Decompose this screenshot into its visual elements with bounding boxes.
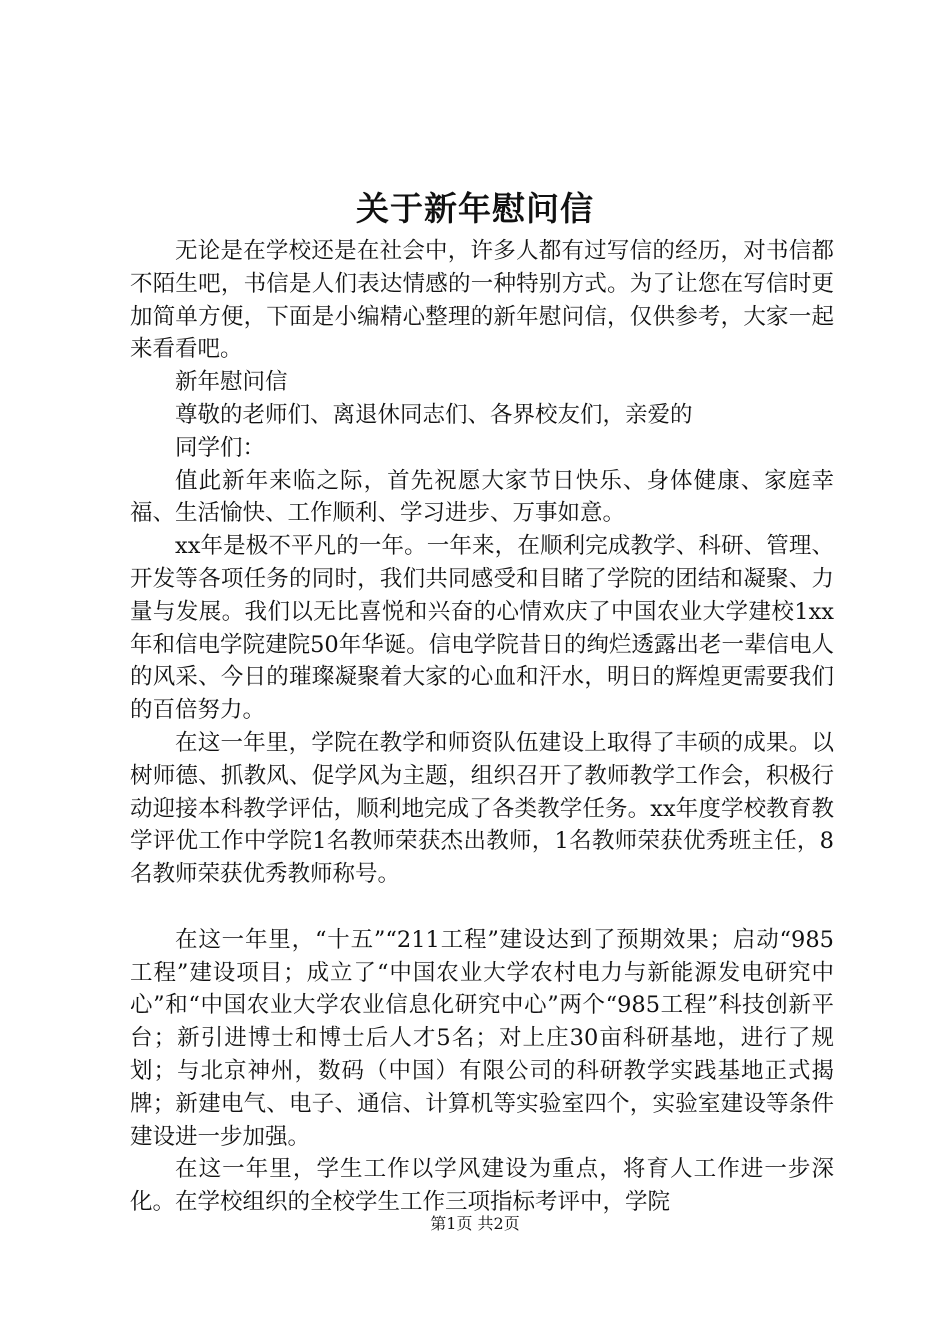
greeting-paragraph: 值此新年来临之际，首先祝愿大家节日快乐、身体健康、家庭幸福、生活愉快、工作顺利、学习进步、万事如意。	[130, 467, 834, 527]
salutation-continuation: 同学们：	[175, 434, 266, 461]
project-construction-paragraph: 在这一年里，“十五”“211工程”建设达到了预期效果；启动“985工程”建设项目；成立了“中国农业大学农村电力与新能源发电研究中心”和“中国农业大学农业信息化研究中心”两个“985工程”科技创新平台；新引进博士和博士后人才5名；对上庄30亩科研基地，进行了规划；与北京神州，数码（中国）有限公司的科研教学实践基地正式揭牌；新建电气、电子、通信、计算机等实验室四个，实验室建设等条件建设进一步加强。	[130, 926, 834, 1150]
document-body	[130, 235, 834, 1219]
year-review-paragraph: xx年是极不平凡的一年。一年来，在顺利完成教学、科研、管理、开发等各项任务的同时，我们共同感受和目睹了学院的团结和凝聚、力量与发展。我们以无比喜悦和兴奋的心情欢庆了中国农业大学建校1xx年和信电学院建院50年华诞。信电学院昔日的绚烂透露出老一辈信电人的风采、今日的璀璨凝聚着大家的心血和汗水，明日的辉煌更需要我们的百倍努力。	[130, 533, 834, 724]
document-title: 关于新年慰问信	[356, 189, 594, 228]
letter-heading: 新年慰问信	[175, 369, 288, 396]
intro-paragraph: 无论是在学校还是在社会中，许多人都有过写信的经历，对书信都不陌生吧，书信是人们表达情感的一种特别方式。为了让您在写信时更加简单方便，下面是小编精心整理的新年慰问信，仅供参考，大家一起来看看吧。	[130, 238, 834, 363]
student-work-paragraph: 在这一年里，学生工作以学风建设为重点，将育人工作进一步深化。在学校组织的全校学生工作三项指标考评中，学院	[130, 1156, 834, 1216]
salutation-line: 尊敬的老师们、离退休同志们、各界校友们，亲爱的	[175, 401, 693, 428]
page-number: 第1页 共2页	[430, 1214, 520, 1233]
teaching-achievements-paragraph: 在这一年里，学院在教学和师资队伍建设上取得了丰硕的成果。以树师德、抓教风、促学风为主题，组织召开了教师教学工作会，积极行动迎接本科教学评估，顺利地完成了各类教学任务。xx年度学校教育教学评优工作中学院1名教师荣获杰出教师，1名教师荣获优秀班主任，8名教师荣获优秀教师称号。	[130, 729, 834, 888]
